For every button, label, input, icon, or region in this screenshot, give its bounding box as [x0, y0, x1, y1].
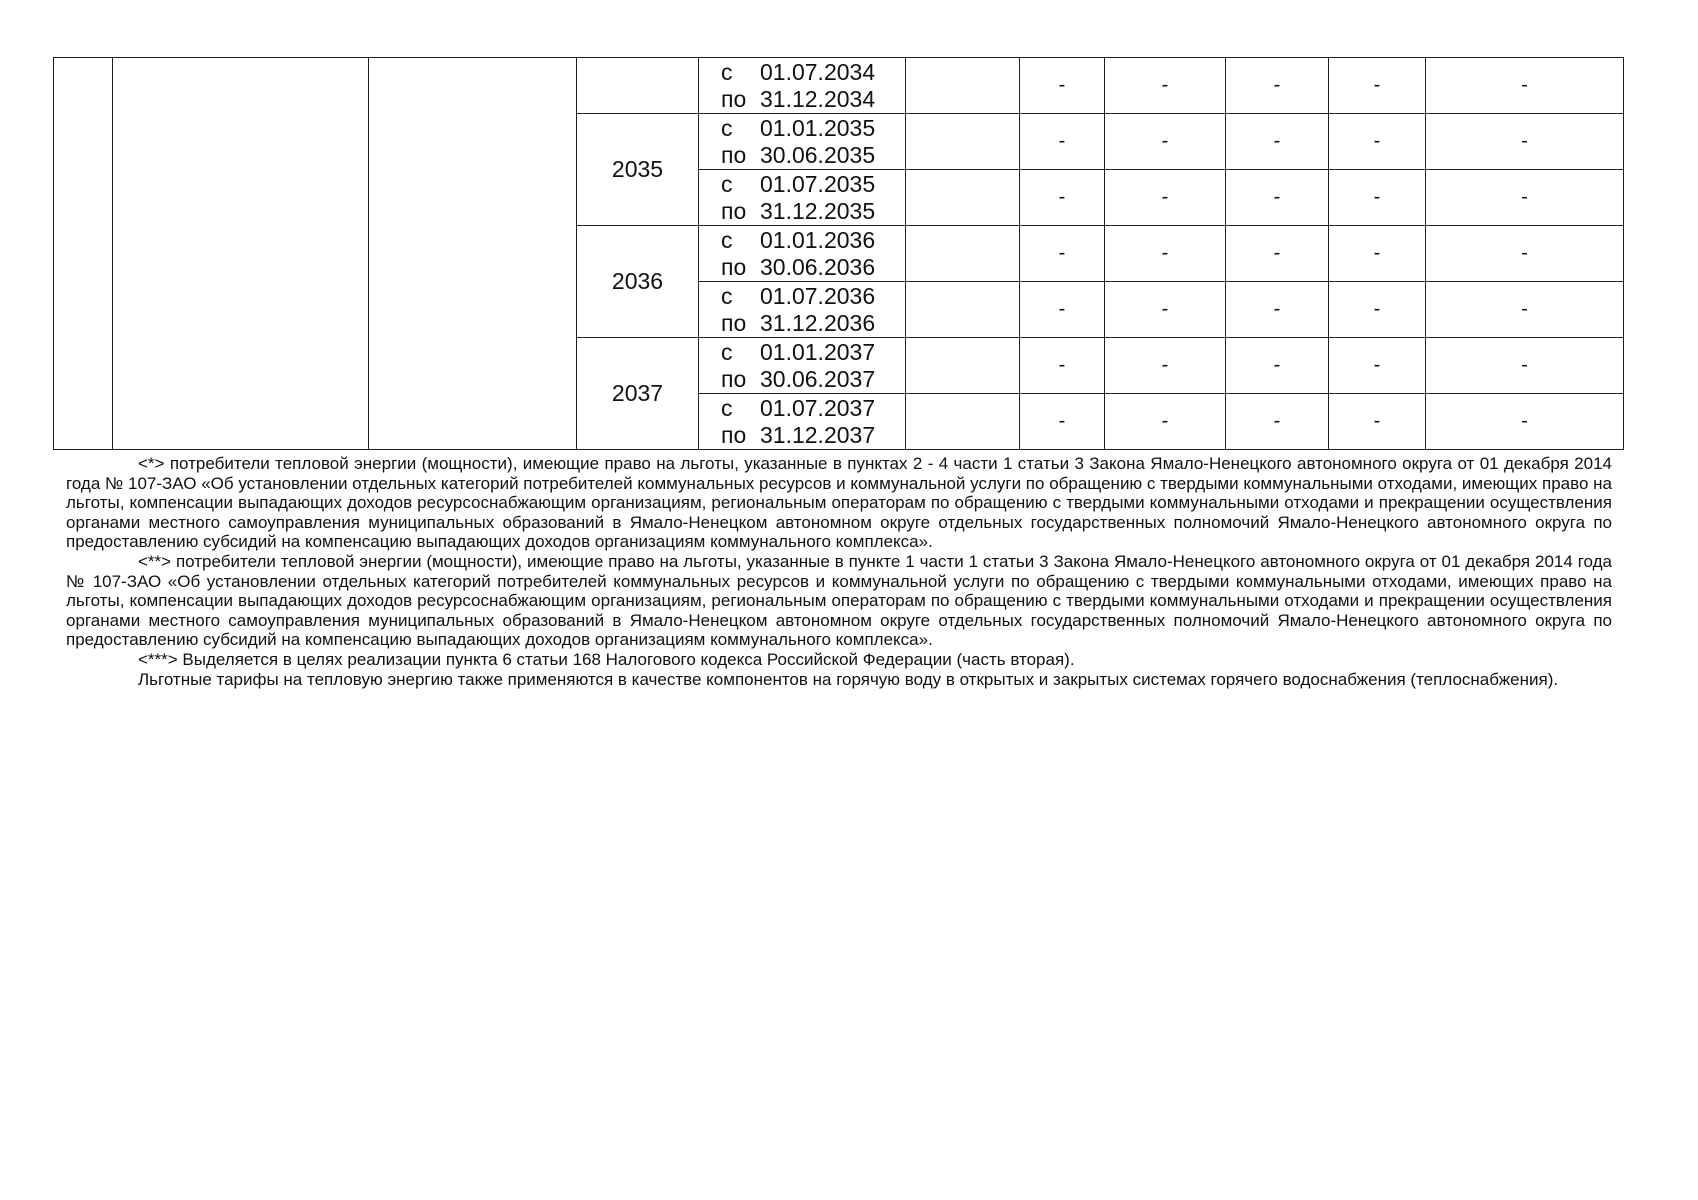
tariff-value-cell: -: [1105, 170, 1226, 226]
period-from: [721, 395, 905, 422]
tariff-empty-cell: [906, 58, 1020, 114]
tariff-value-cell: -: [1020, 114, 1105, 170]
category-cell: [369, 58, 577, 450]
year-cell: 2037: [577, 338, 699, 450]
period-from: [721, 59, 905, 86]
period-from-date: 01.01.2036: [760, 226, 876, 253]
period-to-date: 31.12.2035: [760, 197, 876, 224]
period-from-prefix: с: [721, 58, 733, 85]
period-to-prefix: по: [721, 253, 747, 280]
period-to-date: 30.06.2037: [760, 365, 876, 392]
tariff-value-cell: -: [1226, 114, 1329, 170]
tariff-value-cell: -: [1329, 170, 1426, 226]
period-to-date: 30.06.2036: [760, 253, 876, 280]
period-from-prefix: с: [721, 282, 733, 309]
footnotes: [66, 454, 1612, 689]
tariff-value-cell: -: [1105, 394, 1226, 450]
tariff-value-cell: -: [1020, 394, 1105, 450]
tariff-empty-cell: [906, 338, 1020, 394]
period-from-prefix: с: [721, 394, 733, 421]
period-cell: [699, 338, 906, 394]
period-to-date: 31.12.2034: [760, 85, 876, 112]
period-to: [721, 198, 905, 225]
tariff-table: [53, 57, 1624, 450]
period-from-date: 01.01.2035: [760, 114, 876, 141]
period-to: [721, 86, 905, 113]
period-to-date: 31.12.2036: [760, 309, 876, 336]
tariff-value-cell: -: [1105, 226, 1226, 282]
footnote-consumers-1: <**> потребители тепловой энергии (мощности), имеющие право на льготы, указанные в пункте 1 части 1 статьи 3 Закона Ямало-Ненецкого автономного округа от 01 декабря 2014 года № 107-ЗАО «Об установлении отдельных категорий потребителей коммунальных ресурсов и коммунальной услуги по обращению с твердыми коммунальными отходами, имеющих право на льготы, компенсации выпадающих доходов ресурсоснабжающим организациям, региональным операторам по обращению с твердыми коммунальными отходами и прекращении осуществления органами местного самоуправления муниципальных образований в Ямало-Ненецком автономном округе отдельных государственных полномочий Ямало-Ненецкого автономного округа по предоставлению субсидий на компенсацию выпадающих доходов организациям коммунального комплекса».: [66, 551, 1612, 650]
period-from: [721, 283, 905, 310]
tariff-value-cell: -: [1226, 282, 1329, 338]
period-to-date: 31.12.2037: [760, 421, 876, 448]
tariff-value-cell: -: [1226, 58, 1329, 114]
tariff-value-cell: -: [1105, 58, 1226, 114]
tariff-value-cell: -: [1105, 338, 1226, 394]
period-from-prefix: с: [721, 226, 733, 253]
number-cell: [54, 58, 113, 450]
tariff-value-cell: -: [1105, 114, 1226, 170]
tariff-value-cell: -: [1426, 338, 1624, 394]
period-to: [721, 366, 905, 393]
footnote-consumers-2-4: <*> потребители тепловой энергии (мощности), имеющие право на льготы, указанные в пунктах 2 - 4 части 1 статьи 3 Закона Ямало-Ненецкого автономного округа от 01 декабря 2014 года № 107-ЗАО «Об установлении отдельных категорий потребителей коммунальных ресурсов и коммунальной услуги по обращению с твердыми коммунальными отходами, имеющих право на льготы, компенсации выпадающих доходов ресурсоснабжающим организациям, региональным операторам по обращению с твердыми коммунальными отходами и прекращении осуществления органами местного самоуправления муниципальных образований в Ямало-Ненецком автономном округе отдельных государственных полномочий Ямало-Ненецкого автономного округа по предоставлению субсидий на компенсацию выпадающих доходов организациям коммунального комплекса».: [66, 454, 1612, 552]
tariff-value-cell: -: [1426, 394, 1624, 450]
consumer-cell: [113, 58, 369, 450]
period-from-date: 01.07.2036: [760, 282, 876, 309]
period-to-prefix: по: [721, 197, 747, 224]
period-to-prefix: по: [721, 85, 747, 112]
tariff-value-cell: -: [1329, 338, 1426, 394]
tariff-value-cell: -: [1426, 170, 1624, 226]
footnote-hot-water: Льготные тарифы на тепловую энергию также применяются в качестве компонентов на горячую воду в открытых и закрытых системах горячего водоснабжения (теплоснабжения).: [138, 669, 1559, 689]
period-to-prefix: по: [721, 421, 747, 448]
period-cell: [699, 394, 906, 450]
tariff-empty-cell: [906, 114, 1020, 170]
period-from: [721, 339, 905, 366]
period-to-prefix: по: [721, 365, 747, 392]
period-cell: [699, 282, 906, 338]
year-cell: 2035: [577, 114, 699, 226]
period-to: [721, 422, 905, 449]
period-to: [721, 254, 905, 281]
tariff-value-cell: -: [1329, 394, 1426, 450]
year-cell: [577, 58, 699, 114]
tariff-empty-cell: [906, 226, 1020, 282]
tariff-value-cell: -: [1226, 394, 1329, 450]
tariff-value-cell: -: [1020, 170, 1105, 226]
tariff-value-cell: -: [1226, 170, 1329, 226]
tariff-value-cell: -: [1020, 282, 1105, 338]
tariff-value-cell: -: [1329, 226, 1426, 282]
period-to-prefix: по: [721, 141, 747, 168]
period-from: [721, 115, 905, 142]
tariff-value-cell: -: [1020, 226, 1105, 282]
tariff-value-cell: -: [1226, 226, 1329, 282]
period-from-prefix: с: [721, 114, 733, 141]
period-cell: [699, 226, 906, 282]
tariff-value-cell: -: [1426, 282, 1624, 338]
period-from-date: 01.07.2037: [760, 394, 876, 421]
year-cell: 2036: [577, 226, 699, 338]
period-from: [721, 227, 905, 254]
period-from-date: 01.01.2037: [760, 338, 876, 365]
footnote-vat: <***> Выделяется в целях реализации пункта 6 статьи 168 Налогового кодекса Российской Федерации (часть вторая).: [138, 649, 1075, 669]
tariff-value-cell: -: [1226, 338, 1329, 394]
table-row: [54, 58, 1624, 114]
tariff-empty-cell: [906, 394, 1020, 450]
period-to-date: 30.06.2035: [760, 141, 876, 168]
tariff-value-cell: -: [1426, 114, 1624, 170]
tariff-value-cell: -: [1329, 282, 1426, 338]
tariff-empty-cell: [906, 282, 1020, 338]
period-cell: [699, 58, 906, 114]
period-to: [721, 310, 905, 337]
period-from: [721, 171, 905, 198]
period-from-date: 01.07.2035: [760, 170, 876, 197]
tariff-value-cell: -: [1329, 58, 1426, 114]
period-from-prefix: с: [721, 338, 733, 365]
tariff-value-cell: -: [1426, 226, 1624, 282]
tariff-table-body: [54, 58, 1624, 450]
period-to-prefix: по: [721, 309, 747, 336]
period-to: [721, 142, 905, 169]
period-cell: [699, 170, 906, 226]
tariff-value-cell: -: [1426, 58, 1624, 114]
period-cell: [699, 114, 906, 170]
tariff-value-cell: -: [1020, 338, 1105, 394]
tariff-value-cell: -: [1105, 282, 1226, 338]
tariff-value-cell: -: [1329, 114, 1426, 170]
tariff-value-cell: -: [1020, 58, 1105, 114]
period-from-prefix: с: [721, 170, 733, 197]
tariff-empty-cell: [906, 170, 1020, 226]
period-from-date: 01.07.2034: [760, 58, 876, 85]
